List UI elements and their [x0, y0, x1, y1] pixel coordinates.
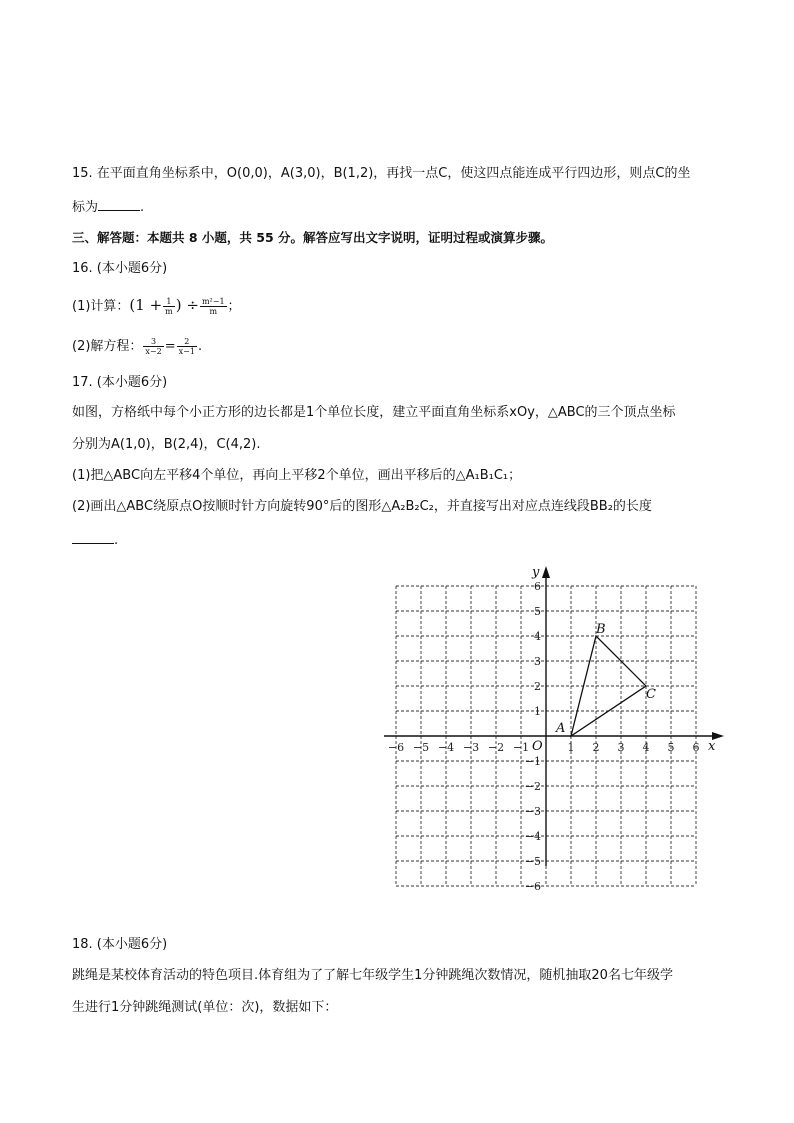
fraction-numerator: 1	[163, 297, 175, 307]
y-tick-label: −1	[524, 755, 541, 768]
fraction-2-over-x-1	[177, 337, 197, 356]
q16-part2-end: .	[197, 339, 203, 354]
y-axis-arrow	[542, 566, 550, 578]
fraction-m2-1-over-m	[200, 297, 227, 316]
q15-line2-prefix: 标为	[72, 200, 99, 215]
x-tick-label: −3	[462, 741, 480, 754]
q17-line3: (1)把△ABC向左平移4个单位，再向上平移2个单位，画出平移后的△A₁B₁C₁；	[72, 468, 522, 483]
section3-heading: 三、解答题：本题共 8 小题，共 55 分。解答应写出文字说明，证明过程或演算步骤。	[72, 230, 554, 245]
equals-sign: =	[164, 339, 176, 354]
x-tick-label: 5	[667, 741, 675, 754]
answer-blank	[98, 197, 140, 211]
y-tick-label: 1	[534, 705, 541, 718]
q18-line2: 生进行1分钟跳绳测试(单位：次)，数据如下：	[72, 1000, 338, 1015]
fraction-denominator: x−2	[145, 347, 162, 356]
q15-line2	[72, 197, 144, 217]
fraction-denominator: m	[209, 307, 218, 316]
q17-line1: 如图，方格纸中每个小正方形的边长都是1个单位长度，建立平面直角坐标系xOy，△ABC的三个顶点坐标	[72, 405, 676, 420]
x-tick-label: 1	[567, 741, 575, 754]
fraction-numerator: 2	[177, 337, 197, 347]
y-tick-label: −4	[524, 830, 541, 843]
axes	[384, 565, 724, 866]
q16-part1	[72, 290, 241, 320]
y-tick-label: −6	[524, 880, 541, 893]
fraction-1-over-m	[163, 297, 175, 316]
q17-line5-suffix: .	[114, 533, 119, 548]
q17-line4: (2)画出△ABC绕原点O按顺时针方向旋转90°后的图形△A₂B₂C₂，并直接写出对应点连线段BB₂的长度	[72, 499, 652, 514]
x-tick-label: 3	[617, 741, 625, 754]
q16-part1-expr-start: (1 +	[129, 296, 163, 314]
q16-part1-expr-mid: ) ÷	[175, 296, 199, 314]
q17-line2: 分别为A(1,0)，B(2,4)，C(4,2).	[72, 437, 261, 452]
y-tick-label: −2	[524, 780, 541, 793]
coordinate-grid-figure	[376, 556, 726, 906]
point-label-b: B	[596, 622, 606, 637]
fraction-numerator: m²−1	[201, 297, 225, 306]
q18-title: 18. (本小题6分)	[72, 937, 168, 952]
q18-line1: 跳绳是某校体育活动的特色项目.体育组为了了解七年级学生1分钟跳绳次数情况，随机抽取20名七年级学	[72, 968, 673, 983]
fraction-3-over-x-2	[143, 337, 163, 356]
fraction-denominator: x−1	[178, 347, 195, 356]
x-tick-label: 2	[592, 741, 600, 754]
y-tick-label: 5	[534, 605, 541, 618]
x-tick-labels	[388, 741, 700, 754]
y-tick-label: 2	[534, 680, 541, 693]
y-tick-label: −5	[524, 855, 541, 868]
x-tick-label: −2	[487, 741, 505, 754]
x-tick-label: 6	[692, 741, 700, 754]
origin-label: O	[532, 739, 543, 754]
point-label-c: C	[646, 687, 656, 702]
q16-title: 16. (本小题6分)	[72, 261, 168, 276]
point-label-a: A	[556, 721, 566, 736]
point-labels	[555, 622, 656, 736]
x-tick-label: −6	[387, 741, 405, 754]
q15-line1: 15. 在平面直角坐标系中，O(0,0)，A(3,0)，B(1,2)，再找一点C，使这四点能连成平行四边形，则点C的坐	[72, 166, 691, 181]
x-axis-label: x	[708, 739, 716, 754]
q16-part1-prefix: (1)计算：	[72, 299, 130, 314]
x-tick-label: −5	[412, 741, 430, 754]
q16-part2	[72, 332, 202, 362]
x-tick-label: −1	[512, 741, 530, 754]
y-tick-label: 4	[534, 630, 541, 643]
q17-line5	[72, 530, 118, 550]
x-tick-label: 4	[642, 741, 650, 754]
y-tick-label: 3	[534, 655, 541, 668]
y-tick-label: −3	[524, 805, 541, 818]
fraction-denominator: m	[165, 307, 173, 316]
fraction-numerator: 3	[143, 337, 163, 347]
answer-blank	[72, 530, 114, 544]
q15-line2-suffix: .	[140, 200, 145, 215]
y-tick-label: 6	[534, 580, 541, 593]
q17-title: 17. (本小题6分)	[72, 375, 168, 390]
q16-part2-prefix: (2)解方程：	[72, 339, 143, 354]
y-axis-label: y	[532, 565, 540, 580]
q16-part1-end: ；	[227, 299, 241, 314]
x-tick-label: −4	[437, 741, 455, 754]
